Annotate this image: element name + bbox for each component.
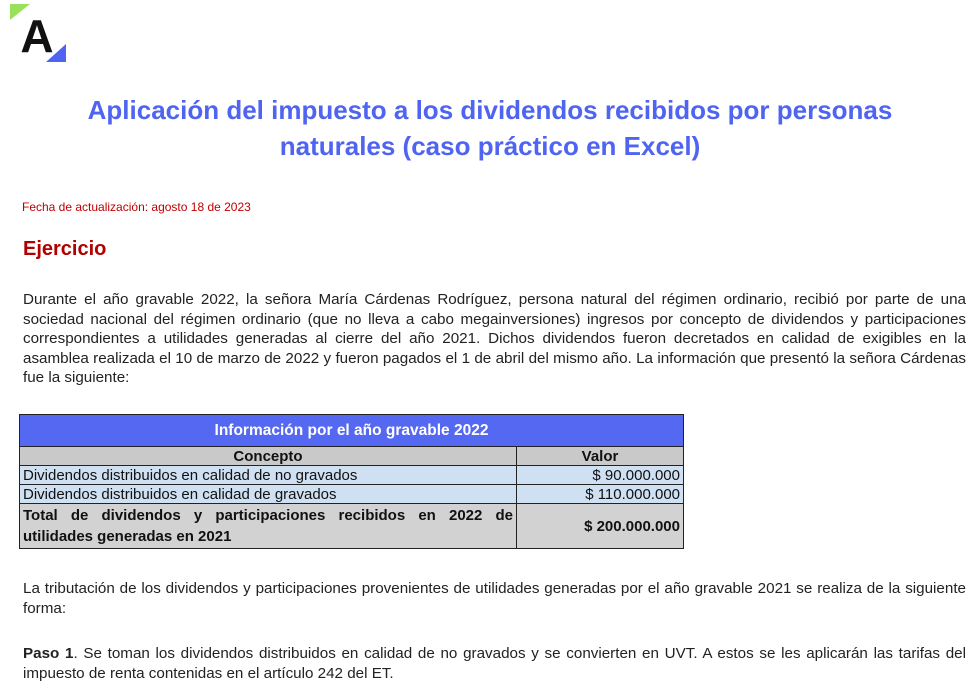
col-header-concept: Concepto: [20, 447, 517, 466]
table-row: [20, 485, 684, 504]
col-header-value: Valor: [517, 447, 684, 466]
explanation-paragraph: La tributación de los dividendos y participaciones provenientes de utilidades generadas por el año gravable 2021 se realiza de la siguiente forma:: [23, 580, 966, 617]
step-1-paragraph: [23, 644, 966, 683]
svg-text:A: A: [20, 10, 54, 62]
row-value: $ 90.000.000: [517, 466, 684, 485]
section-heading: Ejercicio: [23, 238, 107, 260]
step-1-label: Paso 1: [23, 645, 74, 662]
info-table: [19, 414, 684, 549]
table-header-row: [20, 447, 684, 466]
brand-logo: [10, 4, 66, 62]
row-value: $ 110.000.000: [517, 485, 684, 504]
step-1-text: . Se toman los dividendos distribuidos en calidad de no gravados y se convierten en UVT. A estos se les aplicarán las tarifas del impuesto de renta contenidas en el artículo 242 del ET.: [23, 645, 966, 682]
table-title: Información por el año gravable 2022: [20, 415, 684, 447]
update-date: Fecha de actualización: agosto 18 de 2023: [22, 200, 251, 214]
intro-paragraph: Durante el año gravable 2022, la señora María Cárdenas Rodríguez, persona natural del régimen ordinario, recibió por parte de una sociedad nacional del régimen ordinario (que no lleva a cabo megainversiones) ingresos por concepto de dividendos y participaciones correspondientes a utilidades generadas al cierre del año 2021. Dichos dividendos fueron decretados en calidad de exigibles en la asamblea realizada el 10 de marzo de 2022 y fueron pagados el 1 de abril del mismo año. La información que presentó la señora Cárdenas fue la siguiente:: [23, 291, 966, 386]
total-value: $ 200.000.000: [517, 504, 684, 549]
table-total-row: [20, 504, 684, 549]
table-title-row: [20, 415, 684, 447]
total-concept: Total de dividendos y participaciones recibidos en 2022 de utilidades generadas en 2021: [20, 504, 517, 549]
table-row: [20, 466, 684, 485]
row-concept: Dividendos distribuidos en calidad de no gravados: [20, 466, 517, 485]
page-title: Aplicación del impuesto a los dividendos recibidos por personas naturales (caso práctico en Excel): [87, 95, 893, 161]
row-concept: Dividendos distribuidos en calidad de gravados: [20, 485, 517, 504]
